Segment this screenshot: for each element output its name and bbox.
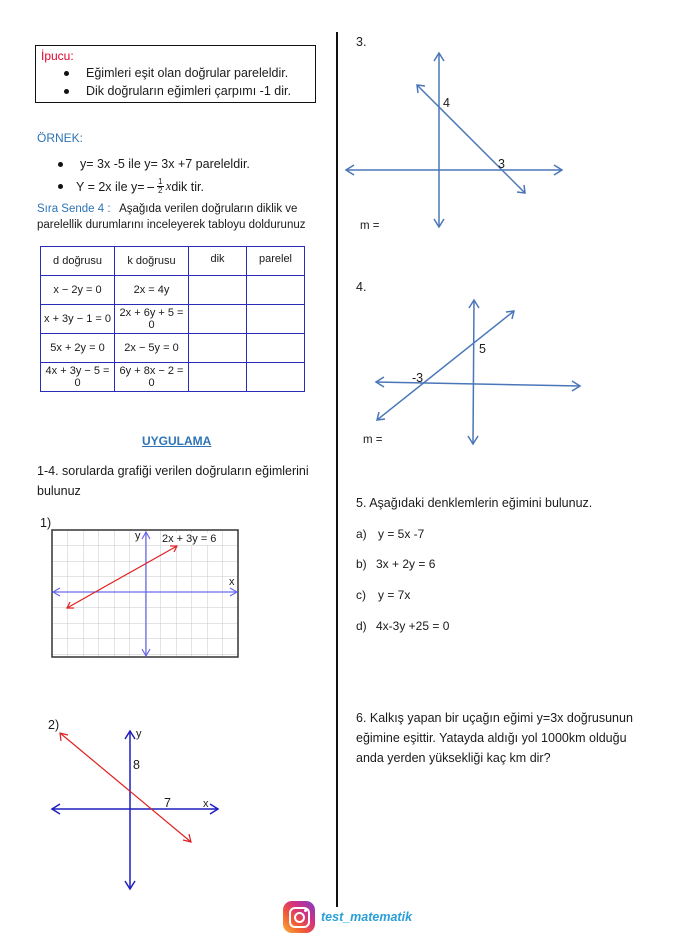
cell-k: 2x + 6y + 5 = 0: [115, 305, 189, 334]
cell-d: x − 2y = 0: [41, 276, 115, 305]
q3-answer-label: m =: [360, 220, 380, 232]
exercise-4-label: Sıra Sende 4 :: [37, 203, 111, 215]
q1-equation: 2x + 3y = 6: [162, 533, 217, 545]
cell-perpendicular-answer[interactable]: [189, 334, 247, 363]
q5-item-letter: a): [356, 527, 367, 541]
cell-perpendicular-answer[interactable]: [189, 363, 247, 392]
table-row: [41, 334, 305, 363]
question-3-graph: [344, 50, 566, 232]
fraction-denominator: 2: [158, 186, 163, 195]
exercise-4-line2: parelellik durumlarını inceleyerek tabloyu doldurunuz: [37, 219, 306, 231]
cell-perpendicular-answer[interactable]: [189, 305, 247, 334]
variable-x: x: [165, 179, 172, 193]
cell-parallel-answer[interactable]: [247, 334, 305, 363]
q1-x-axis-label: x: [229, 576, 235, 588]
question-6-line1: 6. Kalkış yapan bir uçağın eğimi y=3x doğrusunun: [356, 711, 633, 725]
q5-item-equation: 4x-3y +25 = 0: [376, 619, 450, 633]
cell-d: 4x + 3y − 5 = 0: [41, 363, 115, 392]
perpendicular-parallel-table: [40, 246, 305, 392]
instagram-icon: [283, 901, 315, 933]
hint-title: İpucu:: [41, 49, 74, 63]
q5-item-equation: y = 7x: [378, 588, 411, 602]
q5-item-b: [356, 557, 435, 571]
q2-y-axis-label: y: [136, 728, 142, 740]
q4-x-intercept: -3: [412, 371, 424, 385]
example-item-text: y= 3x -5 ile y= 3x +7 pareleldir.: [80, 157, 250, 171]
application-title: UYGULAMA: [142, 434, 212, 448]
fraction: [157, 178, 164, 195]
question-5-title: 5. Aşağıdaki denklemlerin eğimini bulunuz.: [356, 496, 593, 510]
instagram-icon-dot: [304, 909, 307, 912]
question-4-label: 4.: [356, 280, 367, 294]
header-parallel: parelel: [247, 247, 305, 276]
hint-item: [64, 66, 288, 80]
bullet-icon: [58, 162, 63, 167]
q4-y-intercept: 5: [479, 342, 486, 356]
instagram-icon-lens: [294, 912, 305, 923]
q2-x-intercept: 7: [164, 796, 171, 810]
header-perpendicular: dik: [189, 247, 247, 276]
header-k-line: k doğrusu: [115, 247, 189, 276]
table-row: [41, 305, 305, 334]
q5-item-letter: c): [356, 588, 366, 602]
cell-d: x + 3y − 1 = 0: [41, 305, 115, 334]
table-row: [41, 363, 305, 392]
example-item: [58, 178, 204, 195]
header-d-line: d doğrusu: [41, 247, 115, 276]
q5-item-equation: y = 5x -7: [378, 527, 425, 541]
cell-d: 5x + 2y = 0: [41, 334, 115, 363]
example-title: ÖRNEK:: [37, 131, 84, 145]
question-4-graph: [374, 298, 586, 448]
question-1-label: 1): [40, 516, 52, 530]
hint-item-text: Eğimleri eşit olan doğrular pareleldir.: [86, 66, 289, 80]
cell-k: 2x − 5y = 0: [115, 334, 189, 363]
question-2-graph: [50, 725, 220, 895]
question-1-graph: [50, 528, 240, 660]
hint-item-text: Dik doğruların eğimleri çarpımı -1 dir.: [86, 84, 291, 98]
bullet-icon: [58, 184, 63, 189]
q4-answer-label: m =: [363, 434, 383, 446]
hint-item: [64, 84, 291, 98]
q2-x-axis-label: x: [203, 798, 209, 810]
exercise-4-line1: [37, 203, 297, 215]
example-item-text: dik tir.: [171, 179, 204, 194]
example-item-text: Y = 2x ile y=: [76, 179, 145, 194]
q1-y-axis-label: y: [135, 530, 141, 542]
application-instruction-line2: bulunuz: [37, 484, 81, 498]
cell-parallel-answer[interactable]: [247, 305, 305, 334]
question-6-line3: anda yerden yüksekliği kaç km dir?: [356, 751, 551, 765]
cell-perpendicular-answer[interactable]: [189, 276, 247, 305]
exercise-4-text: Aşağıda verilen doğruların diklik ve: [119, 203, 298, 215]
q5-item-d: [356, 619, 449, 633]
fraction-numerator: 1: [158, 177, 163, 186]
table-header-row: [41, 247, 305, 276]
table-row: [41, 276, 305, 305]
bullet-icon: [64, 71, 69, 76]
cell-parallel-answer[interactable]: [247, 363, 305, 392]
q5-item-letter: b): [356, 557, 367, 571]
q3-x-intercept: 3: [498, 157, 505, 171]
cell-parallel-answer[interactable]: [247, 276, 305, 305]
example-item: [58, 157, 250, 171]
q2-y-intercept: 8: [133, 758, 140, 772]
q5-item-a: [356, 527, 424, 541]
application-instruction-line1: 1-4. sorularda grafiği verilen doğruların eğimlerini: [37, 464, 309, 478]
question-3-label: 3.: [356, 35, 367, 49]
column-divider: [336, 32, 338, 907]
footer-handle: test_matematik: [321, 910, 413, 924]
cell-k: 2x = 4y: [115, 276, 189, 305]
cell-k: 6y + 8x − 2 = 0: [115, 363, 189, 392]
q5-item-letter: d): [356, 619, 367, 633]
q5-item-c: [356, 588, 410, 602]
minus-sign: −: [146, 178, 155, 195]
question-6-line2: eğimine eşittir. Yatayda aldığı yol 1000km olduğu: [356, 731, 627, 745]
bullet-icon: [64, 89, 69, 94]
q3-y-intercept: 4: [443, 96, 450, 110]
hint-box: [35, 45, 316, 103]
question-2-label: 2): [48, 718, 60, 732]
q5-item-equation: 3x + 2y = 6: [376, 557, 436, 571]
